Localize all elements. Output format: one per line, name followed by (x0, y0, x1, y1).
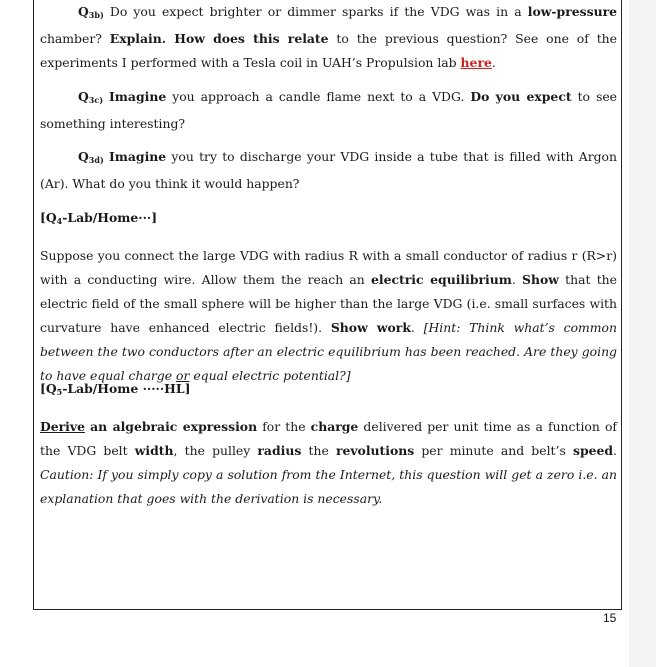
question-4-body: Suppose you connect the large VDG with radius R with a small conductor of radius r (R>r) with a conducting wire. Allow them the reach an electric equilibrium. Show that the electric field of the small sphere will be higher than the large VDG (i.e. small surfaces with curvature have enhanced electric fields!). Show work. [Hint: Think what’s common between the two conductors after an electric equilibrium has been reached. Are they going to have equal charge or equal electric potential?] (40, 248, 617, 383)
page-margin (629, 0, 656, 667)
question-3b-label: $Q_{3b)}$ (78, 4, 104, 20)
question-3c: $Q_{3c)}$ Imagine you approach a candle flame next to a VDG. Do you expect to see something interesting? (40, 89, 617, 131)
question-3d-label: $Q_{3d)}$ (78, 149, 104, 165)
here-link[interactable]: here (460, 55, 492, 70)
question-4-hint: [Hint: Think what’s common between the two conductors after an electric equilibrium has been reached. Are they going to have equal charge or equal electric potential?] (40, 320, 617, 383)
page-number: 15 (603, 611, 617, 625)
question-5-caution: Caution: If you simply copy a solution from the Internet, this question will get a zero i.e. an explanation that goes with the derivation is necessary. (40, 467, 617, 506)
question-4-heading: $[Q_4-Lab/Home\cdot\cdot\cdot]$ (40, 210, 158, 226)
question-3b: $Q_{3b)}$ Do you expect brighter or dimmer sparks if the VDG was in a low-pressure chamber? Explain. How does this relate to the previous question? See one of the experiments I performed with a Tesla coil in UAH’s Propulsion lab here. (40, 4, 617, 70)
question-3c-label: $Q_{3c)}$ (78, 89, 104, 105)
question-5-body: Derive an algebraic expression for the charge delivered per unit time as a function of the VDG belt width, the pulley radius the revolutions per minute and belt’s speed. Caution: If you simply copy a solution from the Internet, this question will get a zero i.e. an explanation that goes with the derivation is necessary. (40, 419, 617, 506)
question-3d: $Q_{3d)}$ Imagine you try to discharge your VDG inside a tube that is filled with Argon (Ar). What do you think it would happen? (40, 149, 617, 191)
question-5-heading: [$Q_5-Lab$/Home ·····HL] (40, 381, 191, 397)
